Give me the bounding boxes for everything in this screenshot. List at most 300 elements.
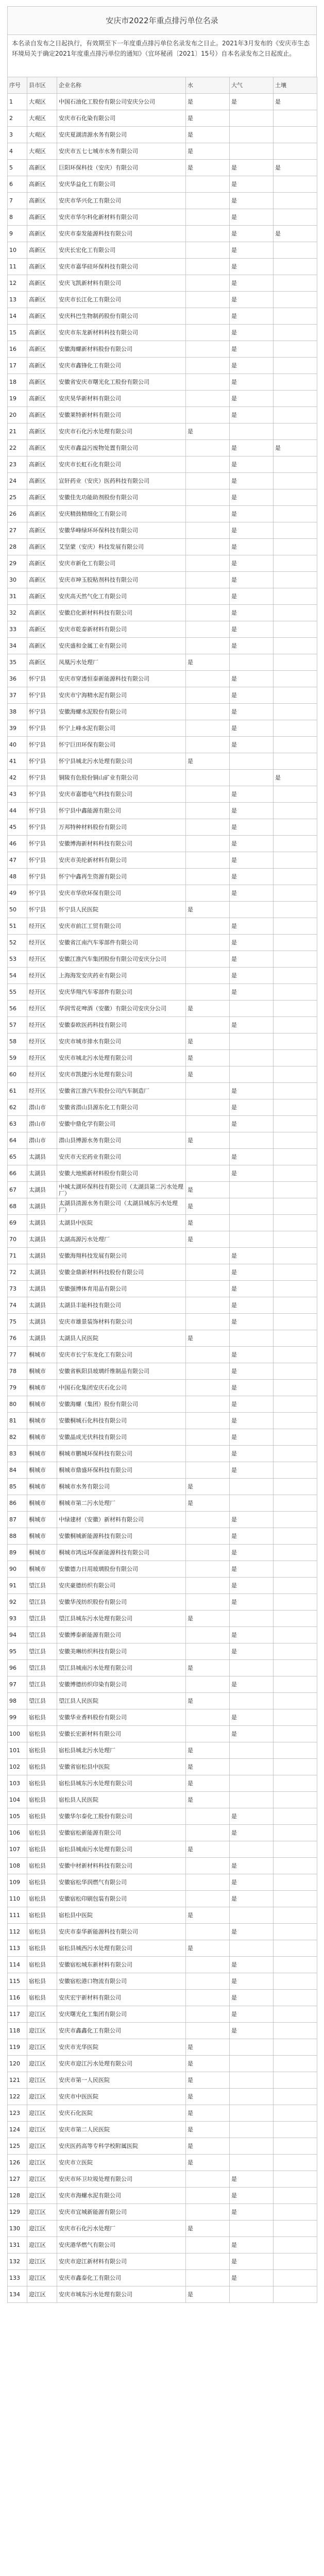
- cell-water: [186, 1264, 230, 1281]
- cell-water: 是: [186, 2089, 230, 2105]
- cell-soil: [274, 1330, 317, 1347]
- cell-name: 安徽中材新材料科技有限公司: [57, 1858, 186, 1874]
- table-row: [8, 522, 317, 539]
- cell-area: 怀宁县: [27, 885, 57, 902]
- cell-name: 安庆市新化工有限公司: [57, 555, 186, 572]
- cell-water: 是: [186, 902, 230, 918]
- cell-no: 5: [8, 160, 27, 176]
- cell-soil: [274, 127, 317, 143]
- cell-area: 太湖县: [27, 1165, 57, 1182]
- cell-soil: [274, 1841, 317, 1858]
- cell-water: [186, 193, 230, 209]
- cell-air: [230, 1182, 274, 1198]
- cell-water: 是: [186, 1907, 230, 1924]
- cell-soil: [274, 341, 317, 358]
- cell-soil: [274, 539, 317, 555]
- cell-no: 93: [8, 1611, 27, 1627]
- table-row: [8, 1198, 317, 1215]
- cell-soil: [274, 1578, 317, 1594]
- cell-no: 127: [8, 2171, 27, 2188]
- cell-air: [230, 1792, 274, 1808]
- cell-area: 迎江区: [27, 2270, 57, 2286]
- cell-name: 安徽莱特新材料有限公司: [57, 407, 186, 423]
- table-row: [8, 1742, 317, 1759]
- cell-water: [186, 1858, 230, 1874]
- cell-no: 22: [8, 440, 27, 456]
- cell-name: 安庆市第二人民医院: [57, 2122, 186, 2138]
- table-row: [8, 1709, 317, 1726]
- table-row: [8, 1825, 317, 1841]
- cell-name: 安庆精鼓精细化工有限公司: [57, 506, 186, 522]
- cell-name: 安徽美琳纺织科技有限公司: [57, 1643, 186, 1660]
- cell-air: [230, 1231, 274, 1248]
- table-row: [8, 1858, 317, 1874]
- header-air: 大气: [230, 77, 274, 94]
- table-row: [8, 506, 317, 522]
- cell-air: 是: [230, 193, 274, 209]
- cell-no: 98: [8, 1693, 27, 1709]
- cell-air: 是: [230, 1083, 274, 1099]
- cell-air: 是: [230, 687, 274, 704]
- table-row: [8, 555, 317, 572]
- table-row: [8, 1297, 317, 1314]
- cell-no: 75: [8, 1314, 27, 1330]
- cell-name: 安徽宿松华润燃气有限公司: [57, 1874, 186, 1891]
- cell-area: 迎江区: [27, 2023, 57, 2039]
- cell-water: 是: [186, 2155, 230, 2171]
- table-row: [8, 2006, 317, 2023]
- table-row: [8, 1528, 317, 1545]
- cell-water: [186, 292, 230, 308]
- cell-name: 安徽宿松港口物流有限公司: [57, 1973, 186, 1990]
- cell-no: 42: [8, 770, 27, 786]
- cell-air: [230, 753, 274, 770]
- cell-name: 安徽佳先功能助剂股份有限公司: [57, 489, 186, 506]
- cell-soil: [274, 2039, 317, 2056]
- cell-air: 是: [230, 1726, 274, 1742]
- cell-area: 怀宁县: [27, 753, 57, 770]
- cell-air: 是: [230, 391, 274, 407]
- cell-no: 77: [8, 1347, 27, 1363]
- cell-air: 是: [230, 984, 274, 1001]
- cell-no: 126: [8, 2155, 27, 2171]
- cell-water: [186, 786, 230, 803]
- cell-area: 迎江区: [27, 2072, 57, 2089]
- cell-water: [186, 638, 230, 654]
- cell-soil: [274, 720, 317, 737]
- cell-water: [186, 869, 230, 885]
- cell-no: 99: [8, 1709, 27, 1726]
- table-row: [8, 951, 317, 968]
- cell-no: 80: [8, 1396, 27, 1413]
- cell-soil: [274, 1973, 317, 1990]
- cell-no: 79: [8, 1380, 27, 1396]
- cell-name: 安徽海螺水泥股份有限公司: [57, 704, 186, 720]
- cell-name: 安庆市天宏药业有限公司: [57, 1149, 186, 1165]
- cell-soil: [274, 2072, 317, 2089]
- cell-soil: 是: [274, 226, 317, 242]
- cell-area: 迎江区: [27, 2204, 57, 2221]
- cell-air: 是: [230, 2270, 274, 2286]
- cell-water: [186, 1924, 230, 1940]
- cell-no: 9: [8, 226, 27, 242]
- cell-area: 望江县: [27, 1611, 57, 1627]
- table-row: [8, 2286, 317, 2303]
- cell-name: 安徽宿松新能源有限公司: [57, 1825, 186, 1841]
- cell-no: 74: [8, 1297, 27, 1314]
- cell-area: 潜山市: [27, 1132, 57, 1149]
- document: [7, 6, 317, 2303]
- cell-area: 迎江区: [27, 2286, 57, 2303]
- table-row: [8, 2072, 317, 2089]
- cell-soil: [274, 1165, 317, 1182]
- table-row: [8, 308, 317, 325]
- table-row: [8, 1231, 317, 1248]
- cell-soil: [274, 1446, 317, 1462]
- table-row: [8, 918, 317, 935]
- cell-area: 宿松县: [27, 1891, 57, 1907]
- cell-soil: [274, 1611, 317, 1627]
- cell-name: 宿松县城东污水处理有限公司: [57, 1775, 186, 1792]
- cell-soil: [274, 456, 317, 473]
- cell-area: 太湖县: [27, 1264, 57, 1281]
- cell-soil: [274, 1215, 317, 1231]
- cell-no: 31: [8, 588, 27, 605]
- cell-area: 怀宁县: [27, 786, 57, 803]
- cell-no: 58: [8, 1033, 27, 1050]
- cell-soil: [274, 193, 317, 209]
- cell-soil: [274, 737, 317, 753]
- cell-name: 安庆科巴生物制药股份有限公司: [57, 308, 186, 325]
- cell-soil: [274, 869, 317, 885]
- table-row: [8, 852, 317, 869]
- cell-area: 宿松县: [27, 1858, 57, 1874]
- cell-air: 是: [230, 621, 274, 638]
- cell-no: 109: [8, 1874, 27, 1891]
- cell-water: [186, 176, 230, 193]
- cell-no: 60: [8, 1066, 27, 1083]
- table-row: [8, 1808, 317, 1825]
- cell-soil: [274, 473, 317, 489]
- cell-area: 高新区: [27, 193, 57, 209]
- cell-water: 是: [186, 1215, 230, 1231]
- cell-name: 安徽江淮汽车集团股份有限公司安庆分公司: [57, 951, 186, 968]
- cell-soil: [274, 1001, 317, 1017]
- cell-name: 安徽省江南汽车零部件有限公司: [57, 935, 186, 951]
- cell-soil: [274, 1479, 317, 1495]
- cell-name: 安庆市石化染有限公司: [57, 110, 186, 127]
- table-row: [8, 358, 317, 374]
- cell-no: 52: [8, 935, 27, 951]
- cell-soil: [274, 1808, 317, 1825]
- cell-water: 是: [186, 1841, 230, 1858]
- cell-soil: [274, 984, 317, 1001]
- cell-water: 是: [186, 423, 230, 440]
- cell-soil: [274, 1083, 317, 1099]
- cell-name: 安庆医药高等专科学校附属医院: [57, 2138, 186, 2155]
- cell-soil: [274, 687, 317, 704]
- cell-name: 安庆市鑫锋化工有限公司: [57, 358, 186, 374]
- cell-soil: [274, 1297, 317, 1314]
- cell-no: 64: [8, 1132, 27, 1149]
- cell-no: 54: [8, 968, 27, 984]
- cell-area: 高新区: [27, 292, 57, 308]
- cell-water: 是: [186, 2039, 230, 2056]
- cell-name: 安庆市宜城新能源有限公司: [57, 2204, 186, 2221]
- cell-water: [186, 522, 230, 539]
- cell-air: 是: [230, 242, 274, 259]
- cell-no: 18: [8, 374, 27, 391]
- cell-air: [230, 2105, 274, 2122]
- cell-area: 太湖县: [27, 1248, 57, 1264]
- cell-name: 安庆市长宁东龙化工有限公司: [57, 1347, 186, 1363]
- cell-air: 是: [230, 852, 274, 869]
- table-row: [8, 2023, 317, 2039]
- cell-soil: [274, 885, 317, 902]
- cell-air: 是: [230, 1973, 274, 1990]
- table-row: [8, 572, 317, 588]
- cell-area: 宿松县: [27, 1775, 57, 1792]
- table-row: [8, 869, 317, 885]
- cell-no: 84: [8, 1462, 27, 1479]
- cell-water: [186, 1116, 230, 1132]
- cell-air: [230, 1742, 274, 1759]
- cell-no: 69: [8, 1215, 27, 1231]
- table-row: [8, 2204, 317, 2221]
- cell-air: 是: [230, 473, 274, 489]
- cell-name: 安庆市嘉华硅环保科技有限公司: [57, 259, 186, 275]
- cell-name: 安庆市泰华新能源科技有限公司: [57, 1924, 186, 1940]
- cell-name: 宿松县城南污水处理有限公司: [57, 1841, 186, 1858]
- cell-name: 安徽省宿松县中医院: [57, 1759, 186, 1775]
- table-row: [8, 1182, 317, 1198]
- cell-no: 134: [8, 2286, 27, 2303]
- table-row: [8, 423, 317, 440]
- cell-area: 太湖县: [27, 1198, 57, 1215]
- cell-area: 怀宁县: [27, 819, 57, 836]
- cell-no: 26: [8, 506, 27, 522]
- cell-water: 是: [186, 2056, 230, 2072]
- cell-name: 安庆市长江化工有限公司: [57, 292, 186, 308]
- table-row: [8, 259, 317, 275]
- cell-no: 94: [8, 1627, 27, 1643]
- cell-air: [230, 1330, 274, 1347]
- cell-soil: 是: [274, 160, 317, 176]
- cell-name: 安庆市鑫鑫化工有限公司: [57, 2023, 186, 2039]
- cell-no: 51: [8, 918, 27, 935]
- cell-area: 桐城市: [27, 1347, 57, 1363]
- cell-name: 安庆市嘉德电气科技有限公司: [57, 786, 186, 803]
- cell-name: 安徽中鼎化学有限公司: [57, 1116, 186, 1132]
- cell-name: 安庆市坤玉胶粘剂科技有限公司: [57, 572, 186, 588]
- cell-no: 117: [8, 2006, 27, 2023]
- cell-soil: [274, 1231, 317, 1248]
- table-header-row: [8, 77, 317, 94]
- cell-name: 安徽宿松城东新材料有限公司: [57, 1957, 186, 1973]
- table-row: [8, 1940, 317, 1957]
- cell-name: 太湖县中医院: [57, 1215, 186, 1231]
- cell-no: 40: [8, 737, 27, 753]
- cell-no: 41: [8, 753, 27, 770]
- cell-no: 68: [8, 1198, 27, 1215]
- cell-name: 中城太湖环保科技有限公司（太湖县第二污水处理厂）: [57, 1182, 186, 1198]
- cell-no: 25: [8, 489, 27, 506]
- cell-area: 大观区: [27, 143, 57, 160]
- table-row: [8, 1429, 317, 1446]
- cell-air: [230, 1940, 274, 1957]
- cell-soil: [274, 1347, 317, 1363]
- table-body: [8, 94, 317, 2303]
- cell-area: 迎江区: [27, 2221, 57, 2237]
- cell-air: 是: [230, 1709, 274, 1726]
- cell-area: 怀宁县: [27, 852, 57, 869]
- cell-water: [186, 1297, 230, 1314]
- table-row: [8, 654, 317, 671]
- cell-water: [186, 951, 230, 968]
- cell-soil: [274, 803, 317, 819]
- cell-soil: [274, 1281, 317, 1297]
- cell-water: [186, 1512, 230, 1528]
- cell-air: [230, 1775, 274, 1792]
- cell-soil: [274, 1709, 317, 1726]
- cell-area: 怀宁县: [27, 671, 57, 687]
- cell-name: 安庆华益化工有限公司: [57, 176, 186, 193]
- cell-air: [230, 770, 274, 786]
- cell-no: 67: [8, 1182, 27, 1198]
- table-row: [8, 1446, 317, 1462]
- table-row: [8, 1116, 317, 1132]
- cell-area: 经开区: [27, 1050, 57, 1066]
- cell-soil: [274, 1858, 317, 1874]
- cell-water: [186, 1528, 230, 1545]
- cell-area: 高新区: [27, 407, 57, 423]
- cell-name: 安徽桐城新能源科技有限公司: [57, 1528, 186, 1545]
- cell-name: 安庆市海螺水泥有限公司: [57, 2188, 186, 2204]
- cell-soil: [274, 2023, 317, 2039]
- cell-area: 宿松县: [27, 1808, 57, 1825]
- cell-soil: [274, 2105, 317, 2122]
- table-row: [8, 209, 317, 226]
- table-row: [8, 2155, 317, 2171]
- cell-no: 90: [8, 1561, 27, 1578]
- cell-water: 是: [186, 1182, 230, 1198]
- cell-no: 78: [8, 1363, 27, 1380]
- cell-soil: [274, 1033, 317, 1050]
- cell-name: 安庆市东龙新材料科技有限公司: [57, 325, 186, 341]
- cell-air: 是: [230, 1149, 274, 1165]
- cell-area: 迎江区: [27, 2155, 57, 2171]
- cell-name: 怀宁上峰水泥有限公司: [57, 720, 186, 737]
- cell-area: 经开区: [27, 1066, 57, 1083]
- cell-soil: [274, 1066, 317, 1083]
- cell-soil: [274, 2089, 317, 2105]
- cell-no: 34: [8, 638, 27, 654]
- cell-water: [186, 1627, 230, 1643]
- cell-no: 16: [8, 341, 27, 358]
- table-row: [8, 1907, 317, 1924]
- table-row: [8, 1380, 317, 1396]
- cell-water: [186, 440, 230, 456]
- table-row: [8, 1660, 317, 1676]
- cell-air: 是: [230, 1643, 274, 1660]
- cell-water: [186, 2188, 230, 2204]
- table-row: [8, 1050, 317, 1066]
- cell-water: [186, 819, 230, 836]
- cell-water: 是: [186, 1940, 230, 1957]
- cell-air: 是: [230, 275, 274, 292]
- table-row: [8, 539, 317, 555]
- table-row: [8, 1726, 317, 1742]
- cell-soil: [274, 325, 317, 341]
- cell-air: 是: [230, 1627, 274, 1643]
- cell-air: 是: [230, 341, 274, 358]
- cell-air: 是: [230, 819, 274, 836]
- cell-water: 是: [186, 1775, 230, 1792]
- cell-name: 安庆市环卫垃圾处理有限公司: [57, 2171, 186, 2188]
- cell-name: 安徽泰欧医药科技有限公司: [57, 1017, 186, 1033]
- cell-area: 迎江区: [27, 2039, 57, 2056]
- cell-area: 高新区: [27, 638, 57, 654]
- cell-water: [186, 1874, 230, 1891]
- cell-air: 是: [230, 374, 274, 391]
- table-row: [8, 1973, 317, 1990]
- cell-water: 是: [186, 753, 230, 770]
- cell-area: 望江县: [27, 1660, 57, 1676]
- table-row: [8, 2056, 317, 2072]
- cell-area: 宿松县: [27, 1825, 57, 1841]
- cell-area: 高新区: [27, 489, 57, 506]
- cell-air: [230, 1841, 274, 1858]
- cell-area: 宿松县: [27, 1726, 57, 1742]
- table-row: [8, 1643, 317, 1660]
- cell-area: 宿松县: [27, 1957, 57, 1973]
- cell-name: 太湖县人民医院: [57, 1330, 186, 1347]
- cell-water: [186, 621, 230, 638]
- table-row: [8, 2138, 317, 2155]
- cell-no: 114: [8, 1957, 27, 1973]
- cell-air: 是: [230, 968, 274, 984]
- cell-no: 72: [8, 1264, 27, 1281]
- cell-water: [186, 1957, 230, 1973]
- cell-soil: [274, 1495, 317, 1512]
- cell-area: 高新区: [27, 654, 57, 671]
- cell-area: 望江县: [27, 1676, 57, 1693]
- table-row: [8, 935, 317, 951]
- cell-area: 迎江区: [27, 2122, 57, 2138]
- cell-water: [186, 506, 230, 522]
- cell-soil: [274, 2237, 317, 2253]
- cell-soil: [274, 143, 317, 160]
- table-row: [8, 1066, 317, 1083]
- cell-soil: [274, 1198, 317, 1215]
- cell-soil: [274, 1132, 317, 1149]
- cell-name: 中绿建材（安徽）新材料有限公司: [57, 1512, 186, 1528]
- table-row: [8, 1033, 317, 1050]
- cell-no: 100: [8, 1726, 27, 1742]
- table-row: [8, 1462, 317, 1479]
- cell-area: 高新区: [27, 242, 57, 259]
- cell-no: 128: [8, 2188, 27, 2204]
- cell-area: 高新区: [27, 440, 57, 456]
- cell-water: 是: [186, 654, 230, 671]
- cell-air: 是: [230, 1528, 274, 1545]
- cell-area: 迎江区: [27, 2171, 57, 2188]
- cell-water: [186, 358, 230, 374]
- cell-no: 111: [8, 1907, 27, 1924]
- cell-no: 112: [8, 1924, 27, 1940]
- cell-soil: [274, 1017, 317, 1033]
- table-row: [8, 786, 317, 803]
